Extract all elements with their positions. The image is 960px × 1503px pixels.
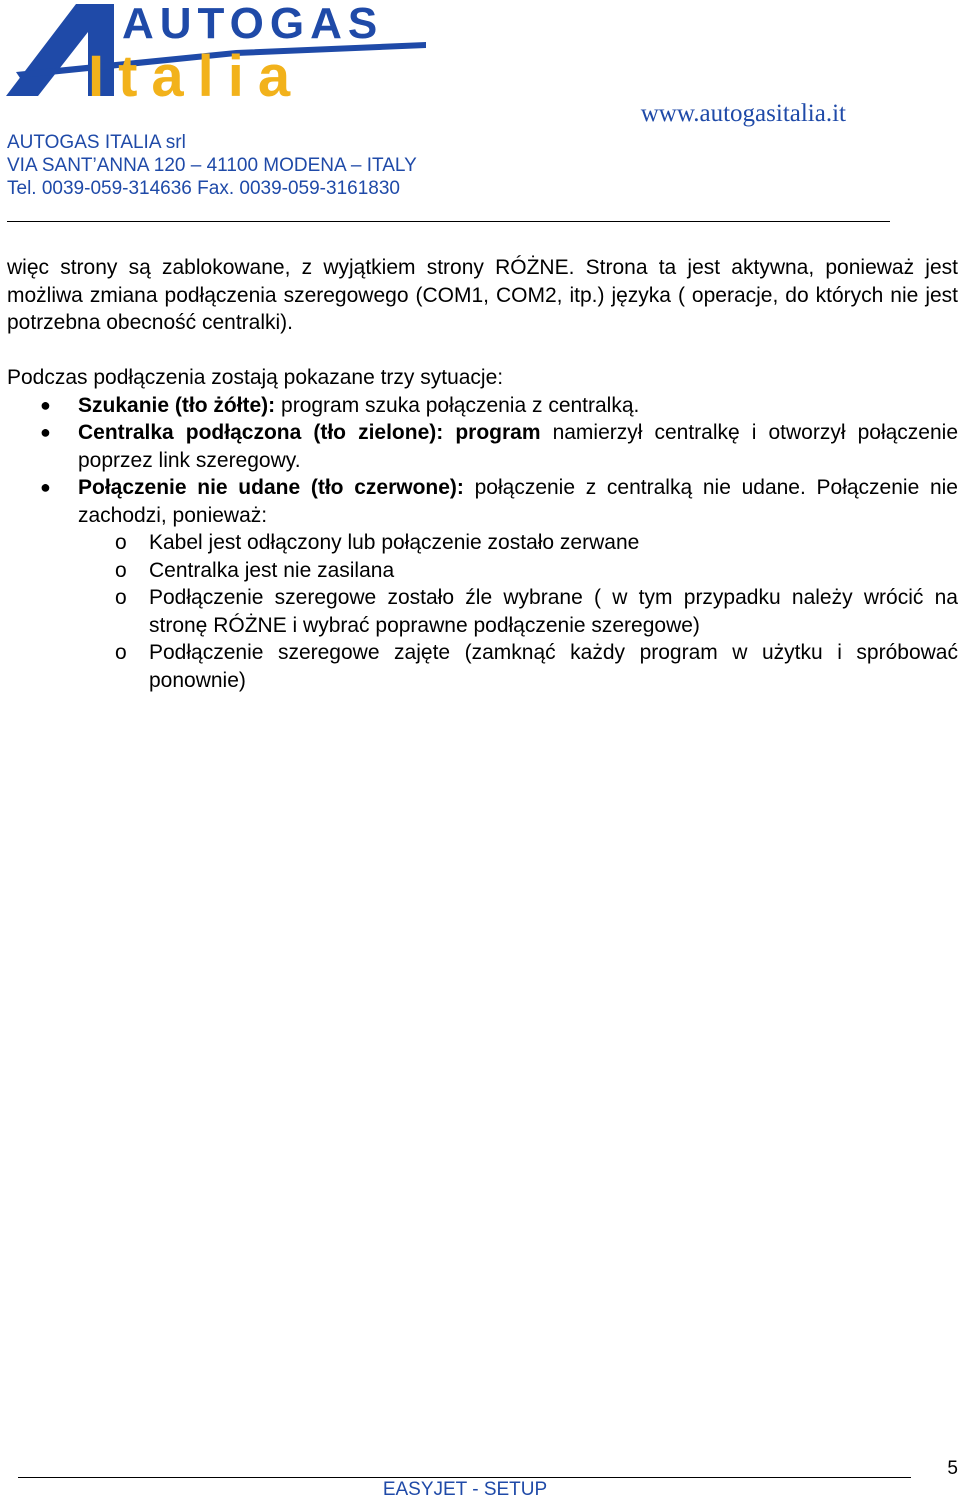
situation-label: Szukanie (tło żółte): [78,393,276,417]
situations-list [7,392,958,695]
situation-text: połączenie z centralką nie udane. Połączenie nie zachodzi, ponieważ: [78,476,958,527]
situation-connected [7,419,958,474]
company-address-block [7,131,417,200]
situation-label: Połączenie nie udane (tło czerwone): [78,476,464,499]
bullet-icon: ● [40,394,51,415]
failure-reason-text: Podłączenie szeregowe zostało źle wybrane ( w tym przypadku należy wrócić na stronę RÓŻNE i wybrać poprawne podłączenie szeregowe) [149,586,958,637]
circle-bullet-icon: o [115,641,127,664]
bullet-icon: ● [40,477,51,497]
company-address: VIA SANT’ANNA 120 – 41100 MODENA – ITALY [7,155,417,176]
situations-heading: Podczas podłączenia zostają pokazane trzy sytuacje: [7,366,504,389]
company-phone: Tel. 0039-059-314636 Fax. 0039-059-3161830 [7,178,400,199]
paragraph-gap [7,337,958,365]
intro-paragraph: więc strony są zablokowane, z wyjątkiem strony RÓŻNE. Strona ta jest aktywna, ponieważ jest możliwa zmiana podłączenia szeregowego (COM1, COM2, itp.) języka ( operacje, do których nie jest potrzebna obecność centralki). [7,256,958,334]
footer-title: EASYJET - SETUP [382,1479,548,1500]
situation-searching [7,392,958,420]
failure-reasons-list [78,529,958,694]
failure-reason-text: Podłączenie szeregowe zajęte (zamknąć każdy program w użytku i spróbować ponownie) [149,641,958,692]
company-name: AUTOGAS ITALIA srl [7,132,186,153]
circle-bullet-icon: o [115,558,127,582]
autogas-italia-logo [6,2,426,98]
logo-text-italia: Italia [88,44,305,98]
website-link[interactable]: www.autogasitalia.it [640,100,846,127]
situation-failed [7,474,958,694]
failure-reason-item [7,584,958,639]
failure-reason-text: Centralka jest nie zasilana [149,558,395,582]
bullet-icon: ● [40,422,51,442]
failure-reason-item [7,529,958,557]
circle-bullet-icon: o [115,531,127,554]
circle-bullet-icon: o [115,586,127,609]
failure-reason-item [7,639,958,694]
header-divider [7,221,890,222]
situation-text: program szuka połączenia z centralką. [275,393,640,417]
page-number: 5 [947,1458,958,1479]
footer-divider [18,1477,911,1478]
situation-label: Centralka podłączona (tło zielone): program [78,421,541,444]
logo-text-autogas: AUTOGAS [122,2,384,48]
document-body [7,254,958,694]
situation-text: namierzył centralkę i otworzył połączenie poprzez link szeregowy. [78,421,958,472]
failure-reason-item [7,557,958,585]
failure-reason-text: Kabel jest odłączony lub połączenie zostało zerwane [149,531,640,554]
